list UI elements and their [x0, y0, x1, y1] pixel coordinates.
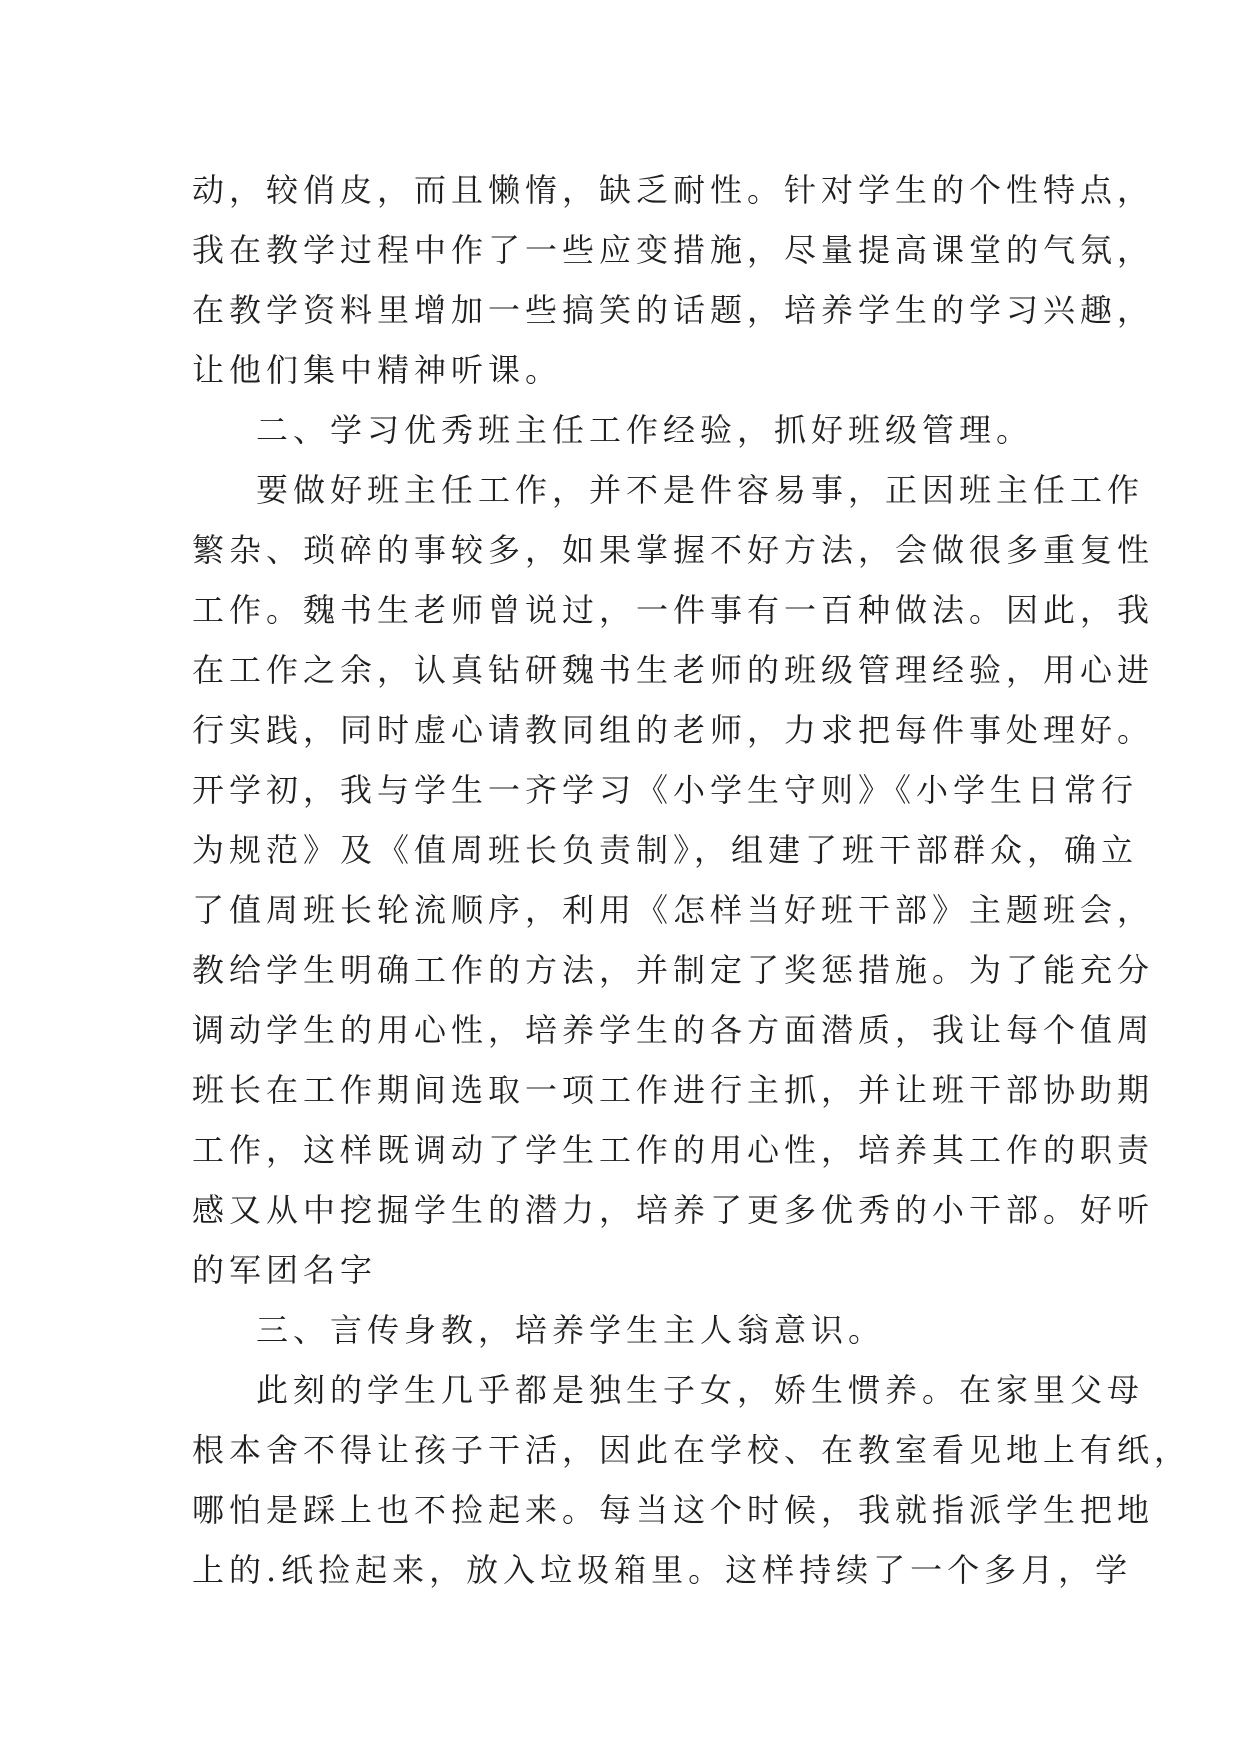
paragraph-start-line: 此刻的学生几乎都是独生子女，娇生惯养。在家里父母	[256, 1371, 1145, 1409]
text-line: 工作，这样既调动了学生工作的用心性，培养其工作的职责	[192, 1131, 1155, 1169]
text-line: 为规范》及《值周班长负责制》，组建了班干部群众，确立	[192, 831, 1139, 869]
text-line: 行实践，同时虚心请教同组的老师，力求把每件事处理好。	[192, 711, 1155, 749]
text-line: 动，较俏皮，而且懒惰，缺乏耐性。针对学生的个性特点，	[192, 171, 1155, 209]
text-line: 根本舍不得让孩子干活，因此在学校、在教室看见地上有纸，	[192, 1431, 1192, 1469]
text-line: 上的.纸捡起来，放入垃圾箱里。这样持续了一个多月，学	[192, 1551, 1133, 1589]
text-line: 我在教学过程中作了一些应变措施，尽量提高课堂的气氛，	[192, 231, 1155, 269]
body-text	[192, 160, 1192, 1600]
text-line: 开学初，我与学生一齐学习《小学生守则》《小学生日常行	[192, 771, 1139, 809]
paragraph-start-line: 要做好班主任工作，并不是件容易事，正因班主任工作	[256, 471, 1145, 509]
text-line: 调动学生的用心性，培养学生的各方面潜质，我让每个值周	[192, 1011, 1155, 1049]
text-line: 让他们集中精神听课。	[192, 351, 563, 389]
text-line: 感又从中挖掘学生的潜力，培养了更多优秀的小干部。好听	[192, 1191, 1155, 1229]
section-heading: 二、学习优秀班主任工作经验，抓好班级管理。	[256, 411, 1034, 449]
text-line: 的军团名字	[192, 1251, 378, 1289]
text-line: 教给学生明确工作的方法，并制定了奖惩措施。为了能充分	[192, 951, 1155, 989]
text-line: 哪怕是踩上也不捡起来。每当这个时候，我就指派学生把地	[192, 1491, 1155, 1529]
text-line: 班长在工作期间选取一项工作进行主抓，并让班干部协助期	[192, 1071, 1155, 1109]
section-heading: 三、言传身教，培养学生主人翁意识。	[256, 1311, 886, 1349]
text-line: 在教学资料里增加一些搞笑的话题，培养学生的学习兴趣，	[192, 291, 1155, 329]
text-line: 工作。魏书生老师曾说过，一件事有一百种做法。因此，我	[192, 591, 1155, 629]
text-line: 在工作之余，认真钻研魏书生老师的班级管理经验，用心进	[192, 651, 1155, 689]
text-line: 繁杂、琐碎的事较多，如果掌握不好方法，会做很多重复性	[192, 531, 1155, 569]
text-line: 了值周班长轮流顺序，利用《怎样当好班干部》主题班会，	[192, 891, 1155, 929]
